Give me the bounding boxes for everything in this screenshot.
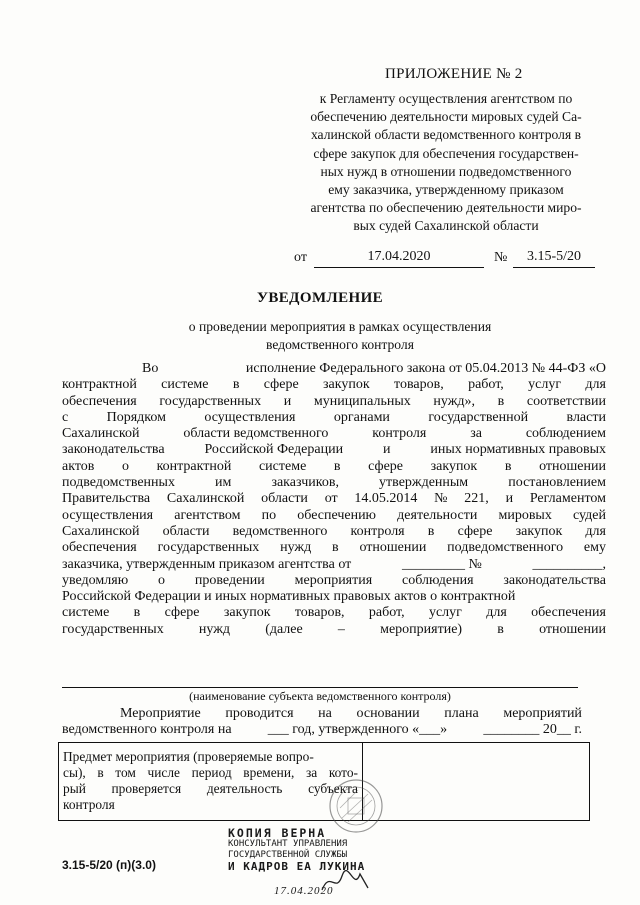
body-line-word: подведомственного bbox=[447, 540, 564, 556]
footer-doc-code: 3.15-5/20 (п)(3.0) bbox=[62, 858, 156, 872]
body-line-word: обеспечения bbox=[62, 393, 137, 409]
subject-line-word: период bbox=[191, 765, 232, 780]
body-line-word: в bbox=[497, 393, 505, 409]
body-line-word: (далее bbox=[265, 621, 303, 637]
body-line-word: муниципальных bbox=[313, 393, 411, 409]
body-line-word: соблюдением bbox=[525, 426, 606, 442]
stamp-department: ГОСУДАРСТВЕННОЙ СЛУЖБЫ bbox=[228, 850, 348, 860]
body-line-word: им bbox=[215, 475, 232, 491]
body-line-word: в bbox=[332, 540, 339, 556]
body-line-word: области ведомственного bbox=[183, 426, 329, 442]
subject-caption: (наименование субъекта ведомственного контроля) bbox=[189, 689, 451, 703]
body-line-word: и bbox=[505, 491, 514, 507]
body-line-word: в bbox=[504, 458, 512, 474]
order-number-label: № bbox=[494, 250, 508, 265]
body-line bbox=[62, 475, 606, 491]
body-line-word: власти bbox=[566, 409, 606, 425]
body-line-word: Сахалинской bbox=[62, 426, 140, 442]
order-number: 3.15-5/20 bbox=[513, 249, 595, 268]
body-line-word: осуществления bbox=[62, 507, 154, 523]
body-line-word: в bbox=[133, 605, 141, 621]
stamp-title: КОПИЯ ВЕРНА bbox=[228, 826, 327, 840]
body-line-word: 14.05.2014 bbox=[354, 491, 418, 507]
body-line-word: в bbox=[427, 523, 435, 539]
body-line-word: подведомственных bbox=[62, 475, 175, 491]
body-line bbox=[62, 410, 606, 426]
body-line-word: Порядком bbox=[106, 409, 166, 425]
body-line-word: для bbox=[585, 523, 606, 539]
body-line-word: обеспечения bbox=[62, 540, 137, 556]
body-line-word: органами bbox=[333, 409, 390, 425]
body-line-word: контроля bbox=[350, 523, 405, 539]
body-line bbox=[62, 508, 606, 524]
body-line-word: государственной bbox=[428, 409, 529, 425]
subject-line-word: рый bbox=[63, 781, 86, 796]
body-line-word: для bbox=[585, 377, 606, 393]
body-line-word: иных нормативных правовых bbox=[430, 442, 606, 458]
body-line-word: закупок bbox=[223, 605, 271, 621]
subject-line bbox=[63, 765, 358, 781]
body-line-word: и bbox=[382, 442, 391, 458]
body-line-word: обеспечению bbox=[297, 507, 377, 523]
subject-table bbox=[58, 742, 590, 821]
body-line-word: государственных bbox=[159, 393, 262, 409]
body-line-word: мероприятия bbox=[294, 572, 373, 588]
subject-line-word: за bbox=[305, 765, 318, 780]
body-line bbox=[62, 442, 606, 458]
body-line-word: деятельности bbox=[397, 507, 478, 523]
approval-reference bbox=[286, 90, 606, 236]
approval-line: вых судей Сахалинской области bbox=[353, 218, 539, 234]
body-line-word: закупок bbox=[515, 523, 563, 539]
body-line bbox=[62, 361, 606, 377]
body-line-word: мировых bbox=[498, 507, 552, 523]
body-line-word: _________ № bbox=[401, 556, 482, 572]
body-line-word: Сахалинской bbox=[62, 523, 140, 539]
approval-line: халинской области ведомственного контроля в bbox=[310, 127, 582, 143]
body-line-word: проведении bbox=[194, 572, 265, 588]
body-line-word: сфере bbox=[368, 458, 403, 474]
body-line-word: государственных bbox=[157, 540, 260, 556]
body-line-word: о bbox=[121, 458, 129, 474]
subject-label-cell bbox=[59, 743, 363, 820]
approval-line: сфере закупок для обеспечения государствен- bbox=[313, 145, 579, 161]
body-line-word: системе bbox=[161, 377, 209, 393]
body-line-word: контрактной bbox=[62, 377, 137, 393]
body-line-word: осуществления bbox=[204, 409, 296, 425]
body-line-word: контрактной bbox=[156, 458, 232, 474]
body-line-word: работ, bbox=[368, 605, 405, 621]
body-line-word: системе bbox=[258, 458, 307, 474]
body-line-word: заказчиков, bbox=[271, 475, 339, 491]
body-line-word: сфере bbox=[263, 377, 299, 393]
subject-line-word: кото- bbox=[328, 765, 358, 780]
body-line bbox=[62, 524, 606, 540]
body-line bbox=[62, 394, 606, 410]
subtitle-line: ведомственного контроля bbox=[266, 337, 414, 352]
body-line-word: соответствии bbox=[526, 393, 606, 409]
body-line-word: закупок bbox=[323, 377, 370, 393]
body-line bbox=[62, 557, 606, 573]
body-line-word: __________, bbox=[532, 556, 606, 572]
subject-fill-line bbox=[62, 687, 578, 688]
body-line-word: исполнение Федерального закона от 05.04.2013 № 44-ФЗ «О bbox=[245, 361, 606, 376]
body-line-word: ведомственного bbox=[232, 523, 328, 539]
approval-line: к Регламенту осуществления агентством по bbox=[319, 91, 573, 106]
body-line-word: Российской Федерации и иных нормативных правовых актов о контрактной bbox=[62, 589, 516, 605]
body-line bbox=[62, 605, 606, 621]
body-line bbox=[62, 491, 606, 507]
subject-line-word: проверяется bbox=[111, 781, 182, 796]
order-from-label: от bbox=[294, 250, 307, 265]
body-line-word: и bbox=[283, 393, 292, 409]
body-line bbox=[62, 589, 606, 605]
plan-line-word: ведомственного контроля на bbox=[62, 722, 232, 738]
body-line-word: заказчика, утвержденным приказом агентства от bbox=[62, 556, 352, 572]
body-line-word: Правительства bbox=[62, 491, 151, 507]
body-line bbox=[62, 377, 606, 393]
body-line-word: в bbox=[497, 621, 504, 637]
approval-line: ему заказчика, утвержденному приказом bbox=[328, 182, 564, 198]
subject-line-word: субъекта bbox=[308, 781, 358, 796]
body-line-word: товаров, bbox=[394, 377, 444, 393]
body-line-word: контроля bbox=[372, 426, 427, 442]
body-line bbox=[62, 540, 606, 556]
document-subtitle bbox=[150, 318, 530, 354]
body-line-word: судей bbox=[572, 507, 606, 523]
plan-paragraph bbox=[62, 706, 582, 739]
body-line-word: системе bbox=[62, 605, 110, 621]
body-line-word: постановлением bbox=[508, 475, 606, 491]
subject-line-word: числе bbox=[147, 765, 180, 780]
body-line-word: агентством bbox=[174, 507, 241, 523]
body-line-word: Сахалинской bbox=[166, 491, 245, 507]
body-line-word: сфере bbox=[164, 605, 200, 621]
body-line-word: услуг bbox=[528, 377, 562, 393]
plan-line-word: основании bbox=[356, 706, 420, 721]
subject-line-word: том bbox=[115, 765, 136, 780]
subject-value-cell bbox=[363, 743, 589, 820]
body-line-word: Регламентом bbox=[529, 491, 606, 507]
plan-line-word: мероприятий bbox=[503, 706, 582, 721]
subject-line-word: в bbox=[97, 765, 104, 780]
body-line-word: в bbox=[232, 377, 240, 393]
appendix-title: ПРИЛОЖЕНИЕ № 2 bbox=[385, 66, 523, 82]
stamp-position: КОНСУЛЬТАНТ УПРАВЛЕНИЯ bbox=[228, 839, 348, 849]
subject-line-word: сы), bbox=[63, 765, 86, 780]
plan-line-word: ___ год, утвержденного «___» bbox=[267, 722, 448, 738]
subject-line bbox=[63, 797, 358, 813]
body-line-word: ему bbox=[583, 540, 606, 556]
body-line-word: товаров, bbox=[294, 605, 345, 621]
body-line-word: государственных bbox=[62, 621, 164, 637]
subject-line-word: деятельность bbox=[206, 781, 283, 796]
approval-line: агентства по обеспечению деятельности миро- bbox=[310, 200, 582, 216]
body-line-word: отношении bbox=[539, 621, 606, 637]
plan-line bbox=[62, 706, 582, 722]
body-line-word: 221, bbox=[464, 491, 489, 507]
body-line bbox=[62, 622, 606, 638]
body-line-word: законодательства bbox=[503, 572, 606, 588]
plan-line-word: Мероприятие bbox=[120, 706, 201, 721]
handwritten-date: 17.04.2020 bbox=[274, 885, 334, 897]
body-line bbox=[62, 426, 606, 442]
plan-line-word: ________ 20__ г. bbox=[483, 722, 582, 738]
body-line-word: обеспечения bbox=[531, 605, 606, 621]
subject-line bbox=[63, 781, 358, 797]
approval-line: обеспечению деятельности мировых судей Са- bbox=[310, 109, 582, 125]
body-line-word: по bbox=[261, 507, 277, 523]
body-line-word: области bbox=[261, 491, 308, 507]
order-date: 17.04.2020 bbox=[314, 249, 484, 268]
subject-line-word: Предмет мероприятия (проверяемые вопро- bbox=[63, 749, 314, 764]
body-line-word: Российской Федерации bbox=[204, 442, 344, 458]
body-line-word: области bbox=[162, 523, 210, 539]
body-line-word: актов bbox=[62, 458, 95, 474]
body-line-word: отношении bbox=[359, 540, 427, 556]
plan-line bbox=[62, 722, 582, 738]
subtitle-line: о проведении мероприятия в рамках осуществления bbox=[188, 319, 492, 334]
body-line-word: нужд», bbox=[433, 393, 476, 409]
stamp-name: И КАДРОВ ЕА ЛУКИНА bbox=[228, 860, 366, 873]
document-title: УВЕДОМЛЕНИЕ bbox=[256, 290, 384, 306]
approval-line: ных нужд в отношении подведомственного bbox=[320, 163, 572, 179]
body-line-word: в bbox=[333, 458, 341, 474]
body-line-word: соблюдения bbox=[402, 572, 474, 588]
body-line-word: услуг bbox=[428, 605, 462, 621]
plan-line-word: на bbox=[318, 706, 332, 721]
body-line-word: законодательства bbox=[62, 442, 165, 458]
body-line-word: закупок bbox=[430, 458, 478, 474]
body-line bbox=[62, 459, 606, 475]
body-line-word: работ, bbox=[468, 377, 504, 393]
body-line-word: нужд bbox=[280, 540, 312, 556]
subject-line bbox=[63, 749, 358, 765]
body-line-word: Во bbox=[142, 361, 159, 376]
plan-line-word: плана bbox=[444, 706, 479, 721]
body-line-word: за bbox=[470, 426, 482, 442]
body-line-word: нужд bbox=[198, 621, 230, 637]
notice-body bbox=[62, 361, 606, 638]
body-line-word: для bbox=[486, 605, 507, 621]
body-line-word: сфере bbox=[457, 523, 493, 539]
subject-line-word: времени, bbox=[243, 765, 295, 780]
body-line-word: утвержденным bbox=[379, 475, 469, 491]
body-line-word: от bbox=[324, 491, 338, 507]
body-line-word: отношении bbox=[539, 458, 606, 474]
body-line-word: № bbox=[434, 491, 448, 507]
body-line bbox=[62, 573, 606, 589]
body-line-word: – bbox=[337, 621, 345, 637]
subject-line-word: контроля bbox=[63, 797, 115, 812]
body-line-word: уведомляю bbox=[62, 572, 129, 588]
plan-line-word: проводится bbox=[225, 706, 294, 721]
body-line-word: о bbox=[158, 572, 166, 588]
official-seal-icon bbox=[328, 778, 384, 834]
body-line-word: с bbox=[62, 409, 69, 425]
body-line-word: мероприятие) bbox=[380, 621, 463, 637]
